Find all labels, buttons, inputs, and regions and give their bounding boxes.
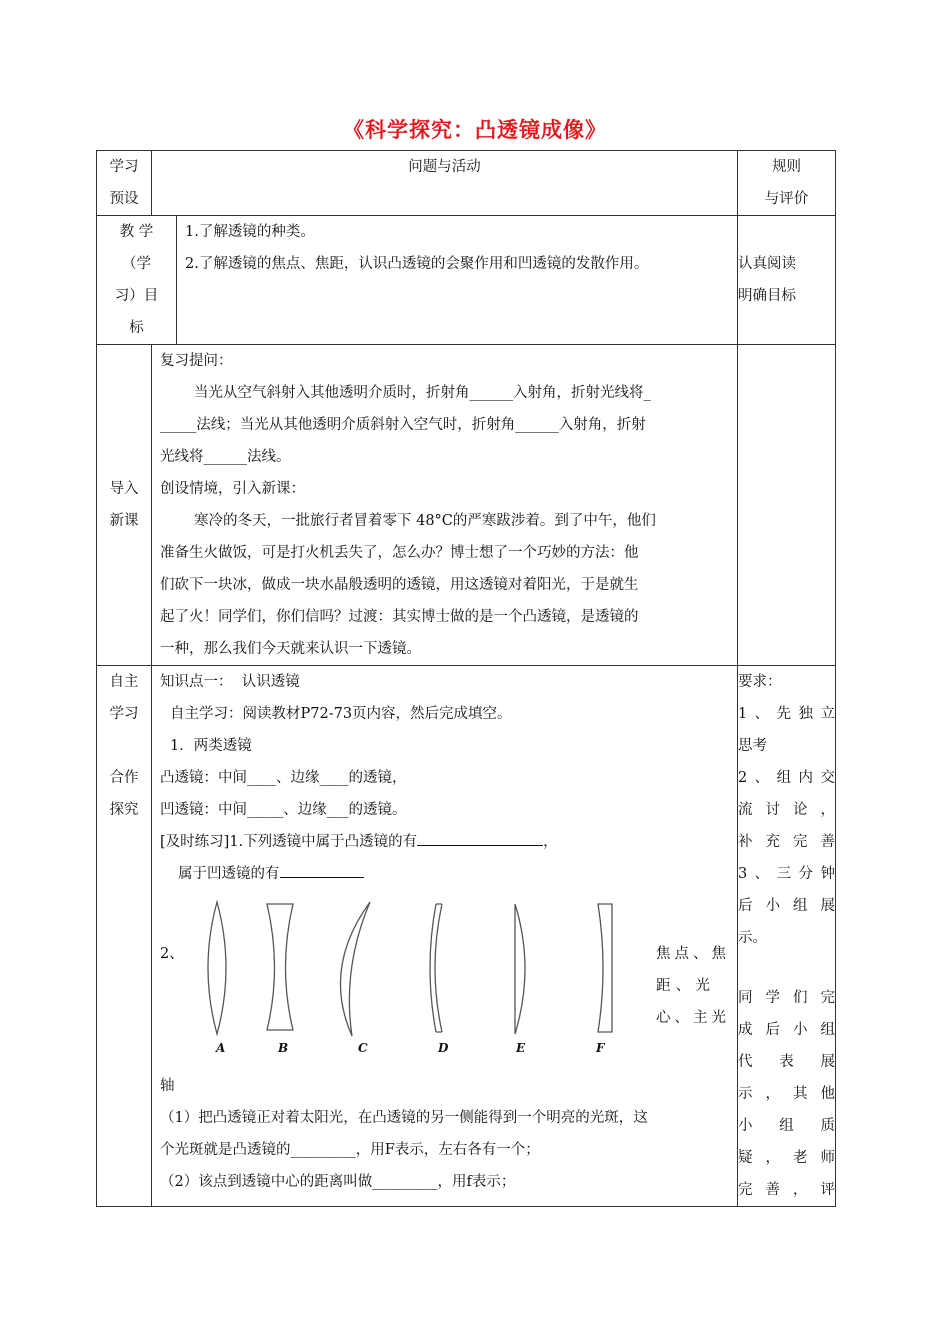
- goals-label-line: 教 学: [119, 224, 154, 240]
- question-1-line: 个光斑就是凸透镜的_________，用F表示，左右各有一个；: [160, 1142, 540, 1158]
- lens-b-shape: [267, 904, 293, 1030]
- item2-side-line: 距、光: [656, 978, 710, 994]
- practice-line-2: [160, 858, 729, 890]
- review-heading: 复习提问：: [160, 353, 233, 369]
- lens-labels-row: [206, 1032, 626, 1055]
- practice-prefix: [及时练习]1.下列透镜中属于凸透镜的有: [160, 834, 418, 850]
- header-col2: [152, 151, 738, 216]
- lens-c-shape: [340, 902, 370, 1036]
- document-title: 《科学探究：凸透镜成像》: [343, 118, 607, 142]
- goals-label: [97, 216, 176, 344]
- lens-label: C: [358, 1041, 368, 1055]
- lens-label: A: [216, 1041, 226, 1055]
- rule-line: 1、先独立: [738, 706, 835, 722]
- goals-label-line: 标: [129, 320, 144, 336]
- header-col1-line1: 学习: [109, 159, 139, 175]
- goals-label-line: （学: [122, 256, 151, 272]
- lens-e-shape: [515, 904, 525, 1034]
- review-line: 当光从空气斜射入其他透明介质时，折射角______入射角，折射光线将_: [194, 385, 651, 401]
- study-label: [97, 666, 152, 1207]
- goals-combined-cell: [97, 216, 738, 345]
- item2-side-text: [656, 938, 726, 1034]
- rule-line: 流讨论，: [738, 802, 835, 818]
- practice2-text: 属于凹透镜的有: [178, 866, 280, 882]
- item2-number: 2、: [160, 946, 184, 962]
- header-col3-line1: 规则: [772, 159, 801, 175]
- rule-line: 示。: [738, 930, 767, 946]
- scene-line: 准备生火做饭，可是打火机丢失了，怎么办？博士想了一个巧妙的方法：他: [160, 545, 639, 561]
- goal-item: 2.了解透镜的焦点、焦距，认识凸透镜的会聚作用和凹透镜的发散作用。: [185, 256, 649, 272]
- scene-line: 们砍下一块冰，做成一块水晶般透明的透镜，用这透镜对着阳光，于是就生: [160, 577, 639, 593]
- rule-line: 2、组内交: [738, 770, 835, 786]
- scene-heading: 创设情境，引入新课：: [160, 481, 305, 497]
- goals-content: [176, 216, 737, 344]
- study-content: [152, 666, 738, 1207]
- rule-line: 小组质: [738, 1118, 835, 1134]
- lens-label: B: [278, 1041, 289, 1055]
- rule-line: 后小组展: [738, 898, 835, 914]
- scene-line: 寒冷的冬天，一批旅行者冒着零下 48°C的严寒跋涉着。到了中午，他们: [194, 513, 656, 529]
- header-col1: [97, 151, 152, 216]
- goals-row: [97, 216, 836, 345]
- lens-a-shape: [208, 902, 226, 1034]
- rule-line: 示，其他: [738, 1086, 835, 1102]
- item2-tail: 轴: [160, 1078, 175, 1094]
- goals-rule: [738, 216, 836, 345]
- header-col1-line2: 预设: [109, 191, 139, 207]
- rule-line: 完善，评: [738, 1182, 835, 1198]
- header-col3: [738, 151, 836, 216]
- lesson-table: [96, 150, 836, 1207]
- rule-line: 同学们完: [738, 990, 835, 1006]
- lens-label: F: [596, 1041, 605, 1055]
- goal-item: 1.了解透镜的种类。: [185, 224, 315, 240]
- concave-line: 凹透镜：中间_____、边缘___的透镜。: [160, 802, 407, 818]
- intro-row: [97, 345, 836, 666]
- study-rules: [738, 666, 836, 1207]
- study-label-line: 合作: [109, 770, 139, 786]
- knowledge-point-1: 知识点一： 认识透镜: [160, 674, 300, 690]
- lens-label: D: [438, 1041, 449, 1055]
- self-study-line: 自主学习：阅读教材P72-73页内容，然后完成填空。: [170, 706, 512, 722]
- goals-label-line: 习）目: [114, 288, 159, 304]
- header-col3-line2: 与评价: [764, 191, 809, 207]
- goals-rule-line: 明确目标: [738, 288, 796, 304]
- intro-label: [97, 345, 152, 666]
- study-row: [97, 666, 836, 1207]
- scene-line: 一种，那么我们今天就来认识一下透镜。: [160, 641, 421, 657]
- question-2-line: （2）该点到透镜中心的距离叫做_________，用f表示；: [160, 1174, 516, 1190]
- item2-side-line: 心、主光: [656, 1010, 726, 1026]
- convex-line: 凸透镜：中间____、边缘____的透镜，: [160, 770, 407, 786]
- intro-content: [152, 345, 738, 666]
- practice-blank-concave: [280, 861, 364, 878]
- intro-label-line: 新课: [109, 513, 139, 529]
- lens-f-shape: [598, 904, 612, 1032]
- rule-line: 成后小组: [738, 1022, 835, 1038]
- item1-heading: 1．两类透镜: [170, 738, 252, 754]
- study-label-line: 学习: [109, 706, 139, 722]
- header-col2-text: 问题与活动: [408, 159, 481, 175]
- study-label-line: 自主: [109, 674, 139, 690]
- practice-line: [160, 826, 729, 858]
- lens-diagram: [202, 890, 622, 1040]
- intro-label-line: 导入: [109, 481, 139, 497]
- review-line: _____法线；当光从其他透明介质斜射入空气时，折射角______入射角，折射: [160, 417, 646, 433]
- rule-line: 要求：: [738, 674, 782, 690]
- intro-rule: [738, 345, 836, 666]
- lens-d-shape: [430, 904, 442, 1032]
- question-1-line: （1）把凸透镜正对着太阳光，在凸透镜的另一侧能得到一个明亮的光斑，这: [160, 1110, 648, 1126]
- lens-figure-area: [160, 890, 729, 1055]
- rule-line: 3、三分钟: [738, 866, 835, 882]
- lens-label: E: [516, 1041, 526, 1055]
- header-row: [97, 151, 836, 216]
- study-label-line: 探究: [109, 802, 139, 818]
- goals-rule-line: 认真阅读: [738, 256, 796, 272]
- rule-line: 代表展: [738, 1054, 835, 1070]
- practice-suffix: ，: [543, 834, 558, 850]
- rule-line: 思考: [738, 738, 767, 754]
- rule-line: 疑，老师: [738, 1150, 835, 1166]
- review-line: 光线将______法线。: [160, 449, 291, 465]
- item2-side-line: 焦点、焦: [656, 946, 726, 962]
- rule-line: 补充完善: [738, 834, 835, 850]
- practice-blank-convex: [417, 829, 543, 846]
- scene-line: 起了火！同学们，你们信吗？过渡：其实博士做的是一个凸透镜，是透镜的: [160, 609, 639, 625]
